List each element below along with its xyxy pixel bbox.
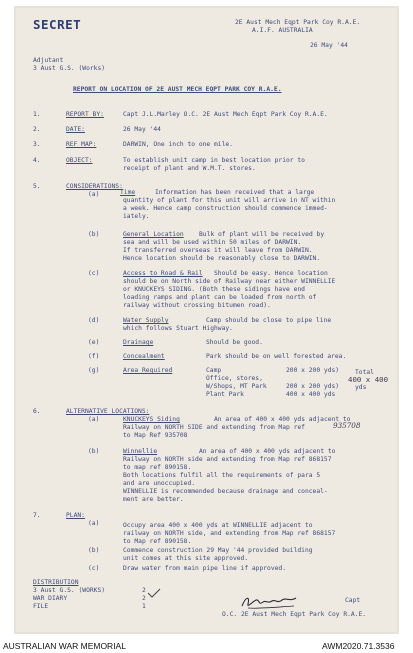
consideration-letter: (d) bbox=[88, 317, 100, 324]
item-text-2: receipt of plant and W.M.T. stores. bbox=[123, 165, 256, 172]
alt-letter: (b) bbox=[88, 448, 100, 455]
consideration-label: Concealment bbox=[123, 353, 165, 360]
archive-footer bbox=[0, 638, 413, 653]
distribution-count: 1 bbox=[142, 603, 146, 610]
alt-line: to map ref 890158. bbox=[123, 464, 192, 471]
plan-line: to Map ref 890158. bbox=[123, 538, 192, 545]
secret-stamp: SECRET bbox=[33, 17, 82, 32]
alt-line: to Map Ref 935708 bbox=[123, 432, 188, 439]
consideration-line: which follows Stuart Highway. bbox=[123, 325, 233, 332]
plan-letter: (b) bbox=[88, 547, 100, 554]
area-row-name: Plant Park bbox=[206, 391, 244, 398]
section-label: PLAN: bbox=[66, 512, 85, 519]
distribution-name: WAR DIARY bbox=[33, 595, 68, 602]
plan-letter: (a) bbox=[88, 520, 100, 527]
consideration-line: Bulk of plant will be received by bbox=[199, 231, 325, 238]
item-number: 4. bbox=[33, 157, 41, 164]
alt-line: Railway on NORTH side and extending from Map ref 868157 bbox=[123, 456, 332, 463]
item-label: REPORT BY: bbox=[66, 111, 104, 118]
distribution-name: 3 Aust G.S. (WORKS) bbox=[33, 587, 106, 594]
item-number: 5. bbox=[33, 183, 41, 190]
consideration-line: or KNUCKEYS SIDING. (Both these sidings have end bbox=[123, 286, 305, 293]
alt-line: An area of 400 x 400 yds adjacent to bbox=[199, 448, 336, 455]
section-label: ALTERNATIVE LOCATIONS: bbox=[66, 408, 150, 415]
consideration-line: quantity of plant for this unit will arrive in NT within bbox=[123, 197, 336, 204]
item-label: CONSIDERATIONS: bbox=[66, 183, 123, 190]
archive-name: AUSTRALIAN WAR MEMORIAL bbox=[3, 641, 126, 651]
report-title: REPORT ON LOCATION OF 2E AUST MECH EQPT PARK COY R.A.E. bbox=[73, 86, 282, 93]
alt-letter: (a) bbox=[88, 416, 100, 423]
distribution-count: 2 bbox=[142, 587, 146, 594]
consideration-label: General Location bbox=[123, 231, 184, 238]
consideration-line: Park should be on well forested area. bbox=[206, 353, 347, 360]
consideration-line: Camp should be close to pipe line bbox=[206, 317, 332, 324]
handwritten-signature bbox=[238, 592, 300, 612]
area-row-name: Camp bbox=[206, 367, 222, 374]
consideration-letter: (g) bbox=[88, 367, 100, 374]
consideration-line: Should be good. bbox=[206, 339, 263, 346]
archive-reference: AWM2020.71.3536 bbox=[322, 641, 395, 651]
consideration-letter: (f) bbox=[88, 353, 100, 360]
plan-line: Draw water from main pipe line if approved. bbox=[123, 565, 287, 572]
plan-letter: (c) bbox=[88, 565, 100, 572]
consideration-line: iately. bbox=[123, 213, 150, 220]
to-line-1: Adjutant bbox=[33, 57, 64, 64]
item-label: OBJECT: bbox=[66, 157, 93, 164]
area-row-value: 400 x 400 yds bbox=[286, 391, 336, 398]
unit-line-2: A.I.F. AUSTRALIA bbox=[252, 27, 313, 34]
to-line-2: 3 Aust G.S. (Works) bbox=[33, 65, 106, 72]
unit-line-1: 2E Aust Mech Eqpt Park Coy R.A.E. bbox=[235, 19, 361, 26]
alt-label: Winnellie bbox=[123, 448, 158, 455]
alt-line: WINNELLIE is recommended because drainage and conceal- bbox=[123, 488, 328, 495]
area-row-name: Office, stores, bbox=[206, 375, 263, 382]
consideration-letter: (e) bbox=[88, 339, 100, 346]
alt-line: Both locations fulfil all the requirements of para 5 bbox=[123, 472, 321, 479]
area-row-value: 200 x 200 yds) bbox=[286, 367, 340, 374]
alt-line: ment are better. bbox=[123, 496, 184, 503]
alt-line: and are unoccupied. bbox=[123, 480, 196, 487]
consideration-label: Area Required bbox=[123, 367, 173, 374]
plan-line: unit comes at this site approved. bbox=[123, 555, 249, 562]
consideration-line: Should be easy. Hence location bbox=[214, 270, 328, 277]
item-text: Capt J.L.Marley O.C. 2E Aust Mech Eqpt Park Coy R.A.E. bbox=[123, 111, 328, 118]
consideration-letter: (a) bbox=[88, 191, 100, 198]
consideration-label: Access to Road & Rail bbox=[123, 270, 203, 277]
plan-line: Commence construction 29 May '44 provided building bbox=[123, 547, 313, 554]
area-total-unit: yds bbox=[355, 384, 367, 391]
area-total-label: Total bbox=[355, 369, 374, 376]
item-text: DARWIN, One inch to one mile. bbox=[123, 141, 233, 148]
alt-line: Railway on NORTH SIDE and extending from Map ref bbox=[123, 424, 305, 431]
plan-line: railway on NORTH side, and extending from Map ref 868157 bbox=[123, 530, 336, 537]
item-number: 1. bbox=[33, 111, 41, 118]
consideration-line: loading ramps and plant can be loaded from north of bbox=[123, 294, 317, 301]
area-row-value: 200 x 200 yds) bbox=[286, 383, 340, 390]
consideration-label: Drainage bbox=[123, 339, 154, 346]
item-number: 2. bbox=[33, 126, 41, 133]
plan-line: Occupy area 400 x 400 yds at WINNELLIE adjacent to bbox=[123, 522, 313, 529]
consideration-line: sea and will be used within 50 miles of DARWIN. bbox=[123, 239, 302, 246]
consideration-label: Time bbox=[120, 189, 136, 196]
distribution-label: DISTRIBUTION bbox=[33, 579, 79, 586]
signature-rank: Capt bbox=[345, 597, 361, 604]
item-text: 26 May '44 bbox=[123, 126, 161, 133]
distribution-name: FILE bbox=[33, 603, 49, 610]
signature-line: O.C. 2E Aust Mech Eqpt Park Coy R.A.E. bbox=[222, 611, 367, 618]
tick-mark-icon bbox=[147, 587, 161, 599]
header-date: 26 May '44 bbox=[310, 42, 348, 49]
consideration-line: Hence location should be reasonably close to DARWIN. bbox=[123, 255, 321, 262]
item-number: 3. bbox=[33, 141, 41, 148]
area-total-value: 400 x 400 bbox=[348, 375, 389, 384]
consideration-line: Information has been received that a large bbox=[155, 189, 315, 196]
consideration-label: Water Supply bbox=[123, 317, 169, 324]
consideration-line: should be on North side of Railway near either WINNELLIE bbox=[123, 278, 336, 285]
consideration-line: If transferred overseas it will leave from DARWIN. bbox=[123, 247, 313, 254]
distribution-count: 2 bbox=[142, 595, 146, 602]
section-number: 7. bbox=[33, 512, 41, 519]
item-label: DATE: bbox=[66, 126, 85, 133]
section-number: 6. bbox=[33, 408, 41, 415]
consideration-letter: (c) bbox=[88, 270, 100, 277]
handwritten-map-ref: 935708 bbox=[333, 421, 361, 430]
alt-label: KNUCKEYS Siding bbox=[123, 416, 180, 423]
consideration-line: railway without crossing bitumen road). bbox=[123, 302, 271, 309]
consideration-letter: (b) bbox=[88, 231, 100, 238]
consideration-line: a week. Hence camp construction should commence immed- bbox=[123, 205, 328, 212]
item-text: To establish unit camp in best location prior to bbox=[123, 157, 305, 164]
area-row-name: W/Shops, MT Park bbox=[206, 383, 267, 390]
alt-line: An area of 400 x 400 yds adjacent to bbox=[214, 416, 351, 423]
item-label: REF MAP: bbox=[66, 141, 97, 148]
